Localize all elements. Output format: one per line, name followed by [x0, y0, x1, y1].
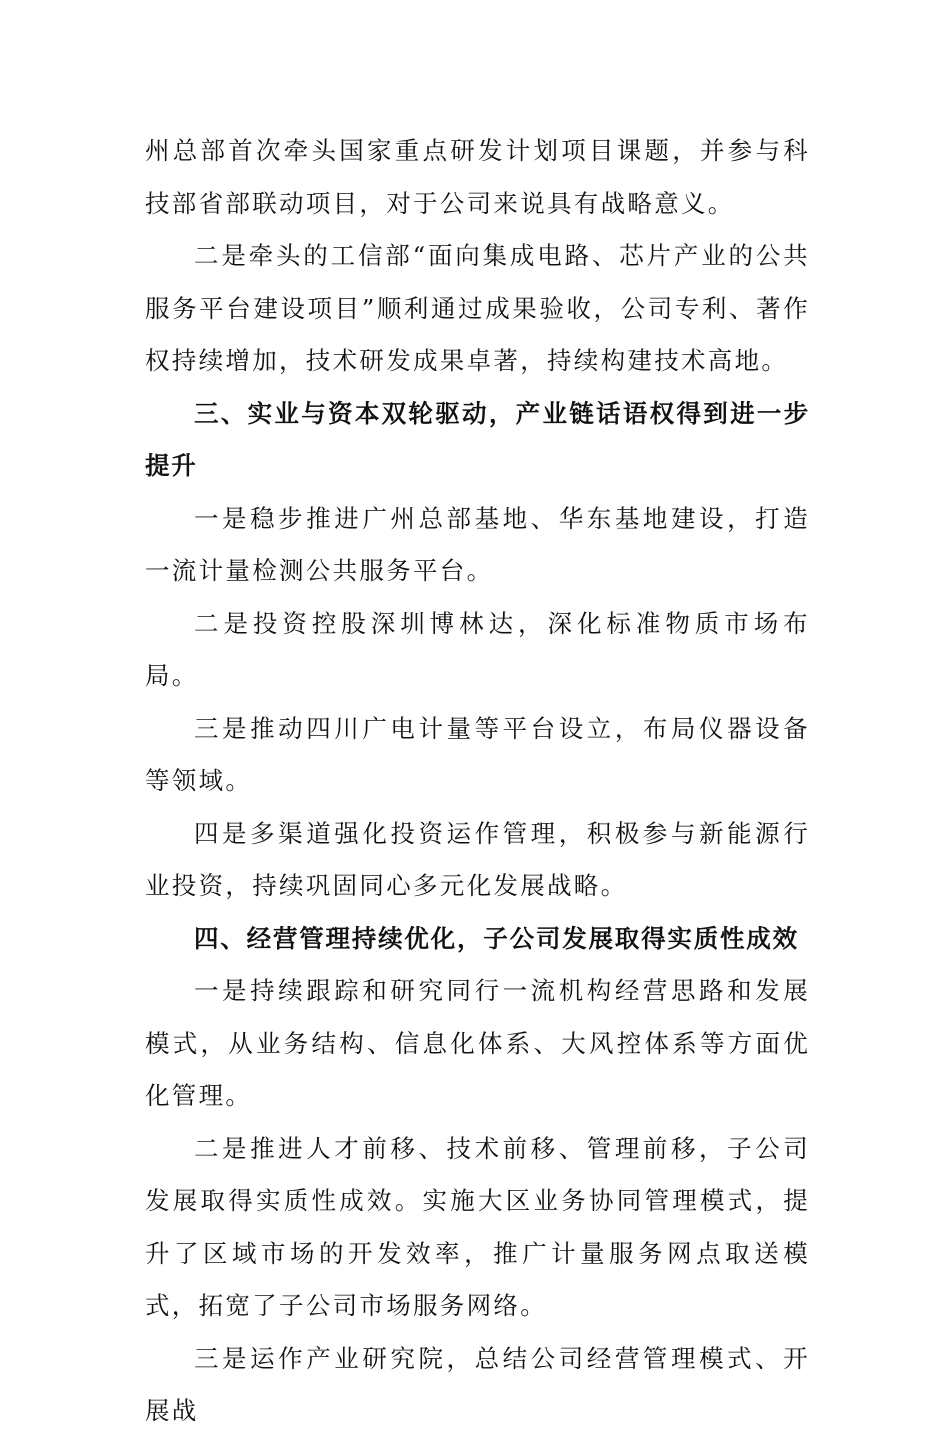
paragraph-base-construction: 一是稳步推进广州总部基地、华东基地建设，打造一流计量检测公共服务平台。 [145, 503, 810, 585]
paragraph-investment-bolinda: 二是投资控股深圳博林达，深化标准物质市场布局。 [145, 608, 810, 690]
paragraph-sichuan-platform: 三是推动四川广电计量等平台设立，布局仪器设备等领域。 [145, 713, 810, 795]
document-body [145, 125, 810, 1438]
paragraph-research-institute: 三是运作产业研究院，总结公司经营管理模式、开展战 [145, 1343, 810, 1425]
paragraph-subsidiary-development: 二是推进人才前移、技术前移、管理前移，子公司发展取得实质性成效。实施大区业务协同管理模式，提升了区域市场的开发效率，推广计量服务网点取送模式，拓宽了子公司市场服务网络。 [145, 1133, 810, 1320]
paragraph-investment-management: 四是多渠道强化投资运作管理，积极参与新能源行业投资，持续巩固同心多元化发展战略。 [145, 818, 810, 900]
paragraph-research-platform: 二是牵头的工信部“面向集成电路、芯片产业的公共服务平台建设项目”顺利通过成果验收，公司专利、著作权持续增加，技术研发成果卓著，持续构建技术高地。 [145, 241, 810, 375]
paragraph-continuation: 州总部首次牵头国家重点研发计划项目课题，并参与科技部省部联动项目，对于公司来说具有战略意义。 [145, 136, 810, 218]
paragraph-benchmarking: 一是持续跟踪和研究同行一流机构经营思路和发展模式，从业务结构、信息化体系、大风控体系等方面优化管理。 [145, 976, 810, 1110]
section-heading-three: 三、实业与资本双轮驱动，产业链话语权得到进一步提升 [145, 398, 810, 480]
section-heading-four: 四、经营管理持续优化，子公司发展取得实质性成效 [194, 923, 799, 953]
